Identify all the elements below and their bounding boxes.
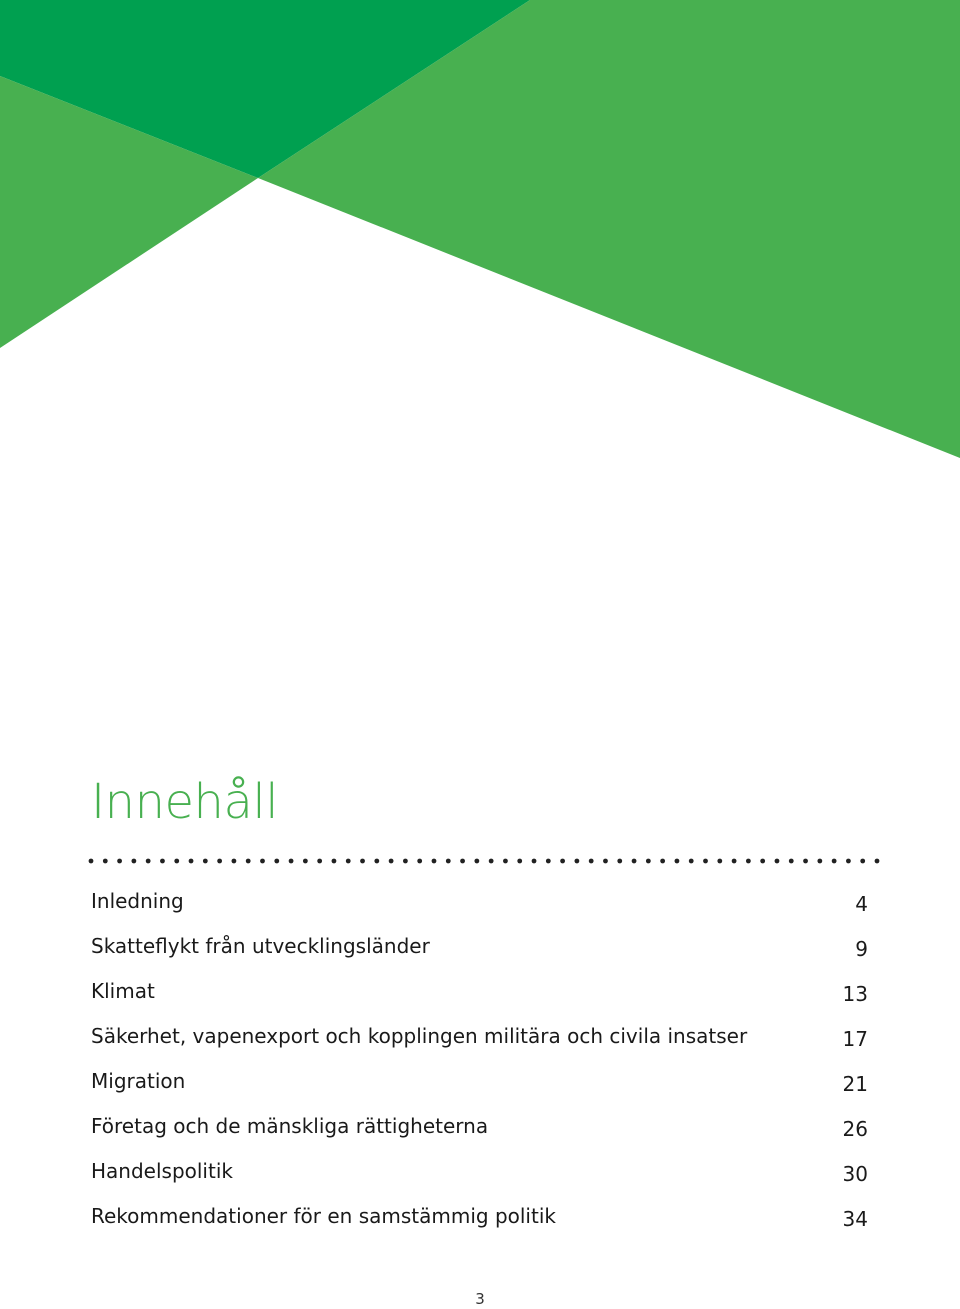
separator-dot <box>517 859 522 864</box>
toc-title: Innehåll <box>91 774 279 830</box>
toc-entry-migration[interactable] <box>91 1066 871 1111</box>
separator-dot <box>875 859 880 864</box>
separator-dot <box>303 859 308 864</box>
separator-dot <box>89 859 94 864</box>
separator-dot <box>617 859 622 864</box>
separator-dot <box>232 859 237 864</box>
separator-dot <box>260 859 265 864</box>
separator-dot <box>460 859 465 864</box>
separator-dot <box>289 859 294 864</box>
separator-dot <box>160 859 165 864</box>
toc-entry-rekommendationer[interactable] <box>91 1201 871 1246</box>
separator-dot <box>217 859 222 864</box>
toc-entry-page: 4 <box>855 892 868 916</box>
table-of-contents <box>91 886 871 1246</box>
separator-dot <box>689 859 694 864</box>
toc-entry-sakerhet[interactable] <box>91 1021 871 1066</box>
separator-dot <box>703 859 708 864</box>
separator-dot <box>632 859 637 864</box>
separator-dot <box>489 859 494 864</box>
separator-dot <box>775 859 780 864</box>
separator-dot <box>817 859 822 864</box>
separator-dot <box>474 859 479 864</box>
separator-dot <box>789 859 794 864</box>
dotted-separator <box>84 854 884 868</box>
separator-dot <box>274 859 279 864</box>
separator-dot <box>717 859 722 864</box>
toc-entry-label: Skatteflykt från utvecklingsländer <box>91 934 430 958</box>
toc-entry-page: 34 <box>842 1207 868 1231</box>
separator-dot <box>846 859 851 864</box>
separator-dot <box>446 859 451 864</box>
separator-dot <box>346 859 351 864</box>
separator-dot <box>117 859 122 864</box>
toc-entry-klimat[interactable] <box>91 976 871 1021</box>
separator-dot <box>660 859 665 864</box>
separator-dot <box>546 859 551 864</box>
separator-dot <box>574 859 579 864</box>
separator-dot <box>146 859 151 864</box>
separator-dot <box>732 859 737 864</box>
toc-entry-handelspolitik[interactable] <box>91 1156 871 1201</box>
separator-dot <box>332 859 337 864</box>
toc-entry-skatteflykt[interactable] <box>91 931 871 976</box>
separator-dot <box>589 859 594 864</box>
separator-dot <box>760 859 765 864</box>
page-number: 3 <box>475 1290 485 1308</box>
separator-dot <box>860 859 865 864</box>
separator-dot <box>389 859 394 864</box>
toc-entry-page: 17 <box>842 1027 868 1051</box>
separator-dot <box>646 859 651 864</box>
separator-dot <box>374 859 379 864</box>
toc-entry-label: Handelspolitik <box>91 1159 233 1183</box>
toc-entry-label: Rekommendationer för en samstämmig politik <box>91 1204 556 1228</box>
separator-dot <box>131 859 136 864</box>
separator-dot <box>360 859 365 864</box>
separator-dot <box>417 859 422 864</box>
separator-dot <box>803 859 808 864</box>
separator-dot <box>103 859 108 864</box>
separator-dot <box>532 859 537 864</box>
separator-dot <box>317 859 322 864</box>
separator-dot <box>432 859 437 864</box>
separator-dot <box>560 859 565 864</box>
toc-entry-foretag[interactable] <box>91 1111 871 1156</box>
green-triangle-decoration <box>0 0 960 460</box>
separator-dot <box>832 859 837 864</box>
toc-entry-page: 30 <box>842 1162 868 1186</box>
separator-dot <box>403 859 408 864</box>
separator-dot <box>675 859 680 864</box>
separator-dot <box>746 859 751 864</box>
toc-entry-label: Företag och de mänskliga rättigheterna <box>91 1114 489 1138</box>
toc-entry-page: 13 <box>842 982 868 1006</box>
separator-dot <box>189 859 194 864</box>
toc-entry-page: 26 <box>842 1117 868 1141</box>
toc-entry-page: 9 <box>855 937 868 961</box>
toc-entry-inledning[interactable] <box>91 886 871 931</box>
separator-dot <box>603 859 608 864</box>
toc-entry-page: 21 <box>842 1072 868 1096</box>
separator-dot <box>174 859 179 864</box>
separator-dot <box>246 859 251 864</box>
separator-dot <box>203 859 208 864</box>
toc-entry-label: Inledning <box>91 889 184 913</box>
toc-entry-label: Klimat <box>91 979 155 1003</box>
toc-entry-label: Säkerhet, vapenexport och kopplingen militära och civila insatser <box>91 1024 748 1048</box>
toc-entry-label: Migration <box>91 1069 186 1093</box>
separator-dot <box>503 859 508 864</box>
